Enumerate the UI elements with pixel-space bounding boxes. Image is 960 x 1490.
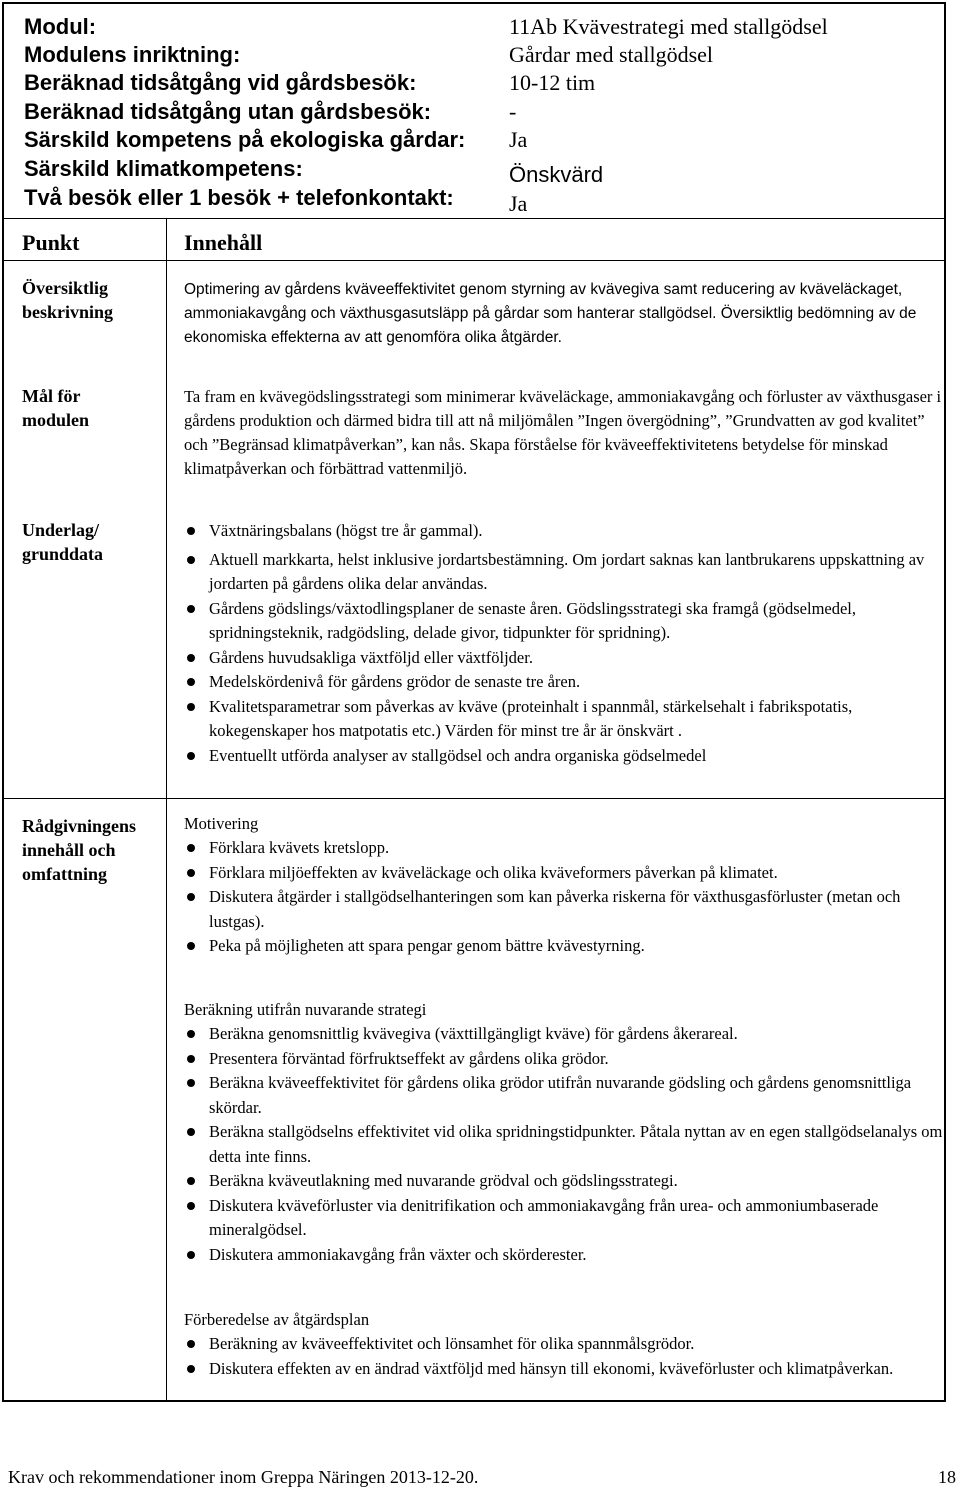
field-value-modul: 11Ab Kvävestrategi med stallgödsel	[509, 14, 828, 39]
field-label-tid-utan: Beräknad tidsåtgång utan gårdsbesök:	[24, 99, 432, 124]
header-divider	[4, 218, 944, 219]
list-item: Kvalitetsparametrar som påverkas av kväve (proteinhalt i spannmål, stärkelsehalt i fabrikspotatis, kokegenskaper hos matpotatis etc.) Värden för minst tre år är önskvärt .	[184, 695, 944, 744]
list-item: Beräkna stallgödselns effektivitet vid olika spridningstidpunkter. Påtala nyttan av en egen stallgödselanalys om detta inte finns.	[184, 1120, 944, 1169]
field-label-klimat: Särskild klimatkompetens:	[24, 156, 303, 181]
label-mal	[22, 384, 162, 432]
label-underlag	[22, 518, 162, 566]
list-item: Beräkning av kväveeffektivitet och lönsamhet för olika spannmålsgrödor.	[184, 1332, 944, 1357]
list-item: Diskutera effekten av en ändrad växtföljd med hänsyn till ekonomi, kväveförluster och klimatpåverkan.	[184, 1357, 944, 1382]
field-label-besok: Två besök eller 1 besök + telefonkontakt:	[24, 185, 454, 210]
field-value-tid-utan: -	[509, 99, 517, 124]
module-header	[4, 4, 944, 218]
list-item: Diskutera kväveförluster via denitrifikation och ammoniakavgång från urea- och ammoniumbaserade mineralgödsel.	[184, 1194, 944, 1243]
underlag-list-wrap	[184, 519, 944, 768]
field-label-modul: Modul:	[24, 14, 97, 39]
berakning-title: Beräkning utifrån nuvarande strategi	[184, 1000, 427, 1019]
label-line: modulen	[22, 410, 90, 430]
list-item: Beräkna genomsnittlig kvävegiva (växttillgängligt kväve) för gårdens åkerareal.	[184, 1022, 944, 1047]
label-line: Mål för	[22, 386, 81, 406]
list-item: Beräkna kväveeffektivitet för gårdens olika grödor utifrån nuvarande gödsling och gårdens genomsnittliga skördar.	[184, 1071, 944, 1120]
berakning-list	[184, 1022, 944, 1267]
field-value-klimat: Önskvärd	[509, 162, 604, 187]
motivering-title: Motivering	[184, 814, 259, 833]
list-item: Gårdens gödslings/växtodlingsplaner de senaste åren. Gödslingsstrategi ska framgå (gödselmedel, spridningsteknik, radgödsling, delade givor, tidpunkter för spridning).	[184, 597, 944, 646]
motivering-section	[184, 812, 944, 959]
field-value-tid-vid: 10-12 tim	[509, 70, 596, 95]
forberedelse-section	[184, 1308, 944, 1381]
paragraph: Ta fram en kvävegödslingsstrategi som minimerar kväveläckage, ammoniakavgång och förluster av växthusgaser i gårdens produktion och därmed bidra till att nå miljömålen ”Ingen övergödning”, ”Grundvatten av god kvalitet” och ”Begränsad klimatpåverkan”, kan nås. Skapa förståelse för kväveeffektivitetens betydelse för minskad klimatpåverkan och förbättrad vattenmiljö.	[184, 387, 942, 478]
page-number: 18	[938, 1467, 956, 1487]
label-oversiktlig	[22, 276, 162, 324]
list-item: Gårdens huvudsakliga växtföljd eller växtföljder.	[184, 646, 944, 671]
label-line: Rådgivningens	[22, 816, 137, 836]
field-value-besok: Ja	[509, 191, 528, 216]
field-label-inriktning: Modulens inriktning:	[24, 42, 241, 67]
column-divider	[166, 218, 167, 1400]
label-radgivning	[22, 814, 162, 886]
list-item: Diskutera ammoniakavgång från växter och skörderester.	[184, 1243, 944, 1268]
label-line: Underlag/	[22, 520, 100, 540]
underlag-list	[184, 519, 944, 768]
section-divider	[4, 798, 944, 799]
paragraph: Optimering av gårdens kväveeffektivitet genom styrning av kvävegiva samt reducering av kväveläckaget, ammoniakavgång och växthusgasutsläpp på gårdar som hanterar stallgödsel. Översiktlig bedömning av de ekonomiska effekterna av att genomföra olika åtgärder.	[184, 281, 917, 346]
page-footer: Krav och rekommendationer inom Greppa Näringen 2013-12-20.	[8, 1467, 479, 1487]
label-line: Översiktlig	[22, 278, 108, 298]
oversiktlig-text	[184, 278, 936, 350]
column-head-divider	[4, 260, 944, 261]
list-item: Presentera förväntad förfruktseffekt av gårdens olika grödor.	[184, 1047, 944, 1072]
list-item: Eventuellt utförda analyser av stallgödsel och andra organiska gödselmedel	[184, 744, 944, 769]
list-item: Aktuell markkarta, helst inklusive jordartsbestämning. Om jordart saknas kan lantbrukarens uppskattning av jordarten på gårdens olika delar användas.	[184, 548, 944, 597]
forberedelse-list	[184, 1332, 944, 1381]
field-value-inriktning: Gårdar med stallgödsel	[509, 42, 714, 67]
list-item: Växtnäringsbalans (högst tre år gammal).	[184, 519, 944, 544]
label-line: innehåll och	[22, 840, 116, 860]
list-item: Förklara kvävets kretslopp.	[184, 836, 944, 861]
column-head-punkt: Punkt	[22, 230, 80, 255]
module-table	[2, 2, 946, 1402]
mal-text	[184, 385, 944, 481]
column-head-innehall: Innehåll	[184, 230, 263, 255]
list-item: Beräkna kväveutlakning med nuvarande grödval och gödslingsstrategi.	[184, 1169, 944, 1194]
list-item: Diskutera åtgärder i stallgödselhanteringen som kan påverka riskerna för växthusgasförluster (metan och lustgas).	[184, 885, 944, 934]
field-value-ekologisk: Ja	[509, 127, 528, 152]
list-item: Medelskördenivå för gårdens grödor de senaste tre åren.	[184, 670, 944, 695]
motivering-list	[184, 836, 944, 959]
list-item: Peka på möjligheten att spara pengar genom bättre kvävestyrning.	[184, 934, 944, 959]
list-item: Förklara miljöeffekten av kväveläckage och olika kväveformers påverkan på klimatet.	[184, 861, 944, 886]
field-label-ekologisk: Särskild kompetens på ekologiska gårdar:	[24, 127, 466, 152]
label-line: grunddata	[22, 544, 104, 564]
label-line: omfattning	[22, 864, 107, 884]
forberedelse-title: Förberedelse av åtgärdsplan	[184, 1310, 370, 1329]
label-line: beskrivning	[22, 302, 114, 322]
field-label-tid-vid: Beräknad tidsåtgång vid gårdsbesök:	[24, 70, 417, 95]
berakning-section	[184, 998, 944, 1267]
